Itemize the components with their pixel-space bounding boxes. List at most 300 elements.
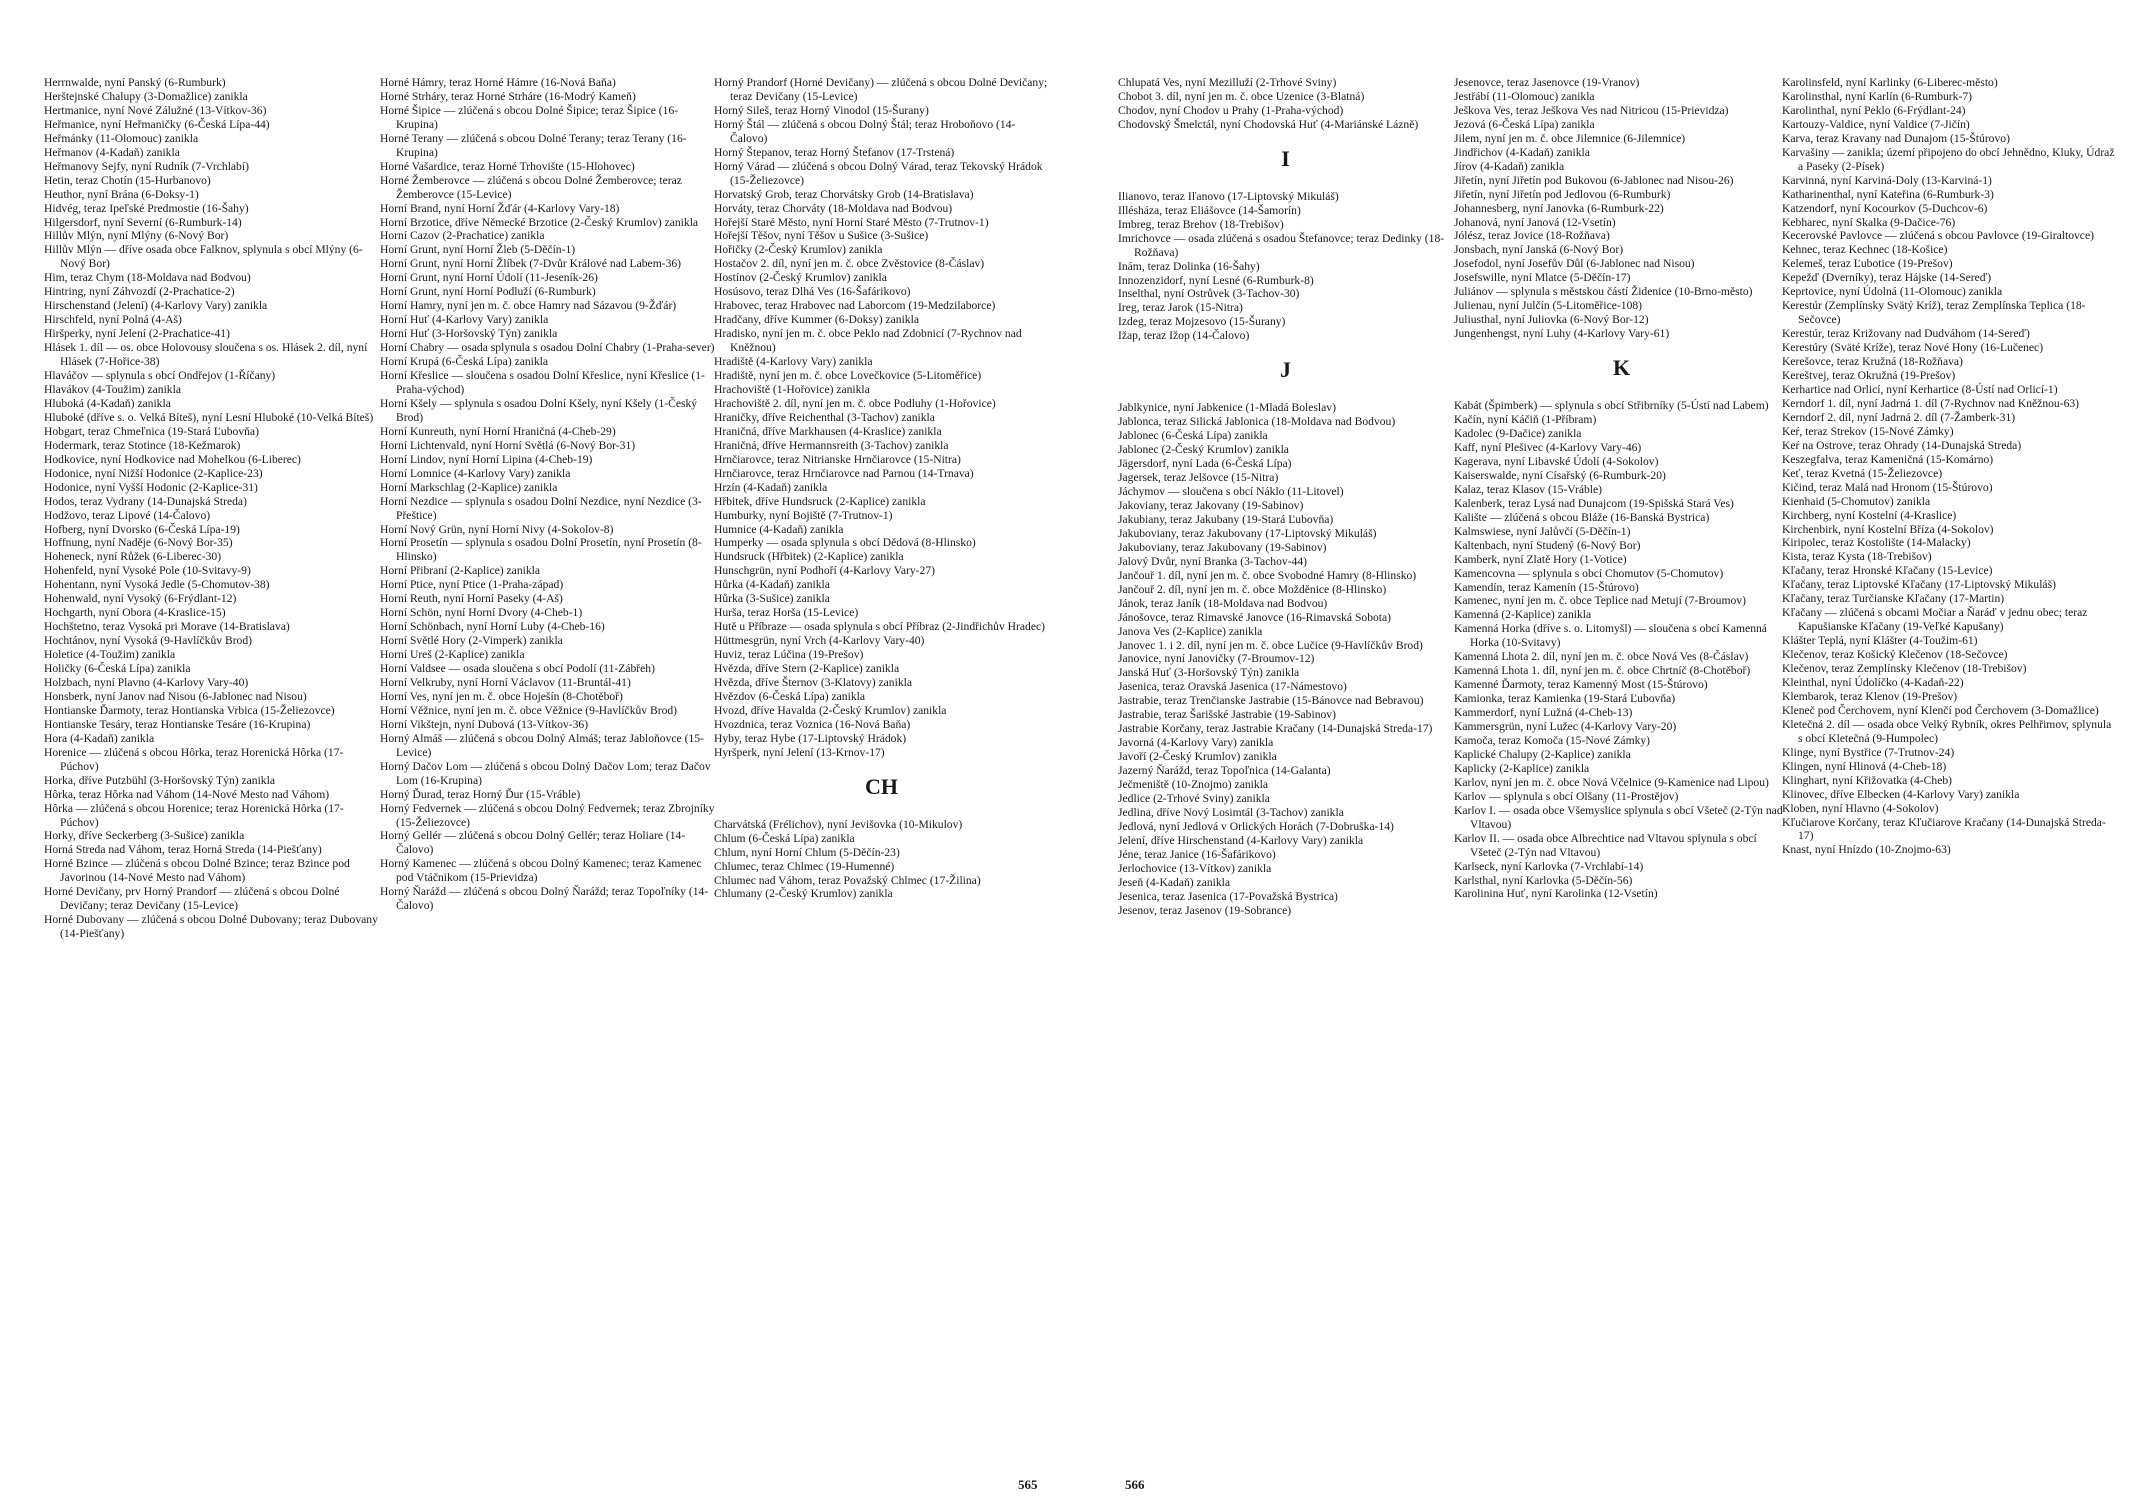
- index-entry: Horní Věžnice, nyní jen m. č. obce Věžnice (9-Havlíčkův Brod): [380, 703, 678, 717]
- index-entry: Juliánov — splynula s městskou částí Židenice (10-Brno-město): [1454, 285, 1753, 299]
- index-entry: Horní Hamry, nyní jen m. č. obce Hamry nad Sázavou (9-Žďár): [380, 299, 677, 313]
- index-entry: Ječmeniště (10-Znojmo) zanikla: [1118, 778, 1269, 792]
- index-entry: Kepežď (Dverníky), teraz Hájske (14-Sereď): [1782, 271, 1992, 285]
- index-entry: Karvašiny — zanikla; území připojeno do obcí Jehnědno, Kluky, Údraž a Paseky (2-Písek): [1782, 145, 2115, 173]
- index-entry: Hradisko, nyní jen m. č. obce Peklo nad Zdobnicí (7-Rychnov nad Kněžnou): [714, 327, 1022, 355]
- index-entry: Jesenica, teraz Jasenica (17-Považská Bystrica): [1118, 889, 1338, 903]
- index-entry: Hlaváčov — splynula s obcí Ondřejov (1-Říčany): [44, 369, 276, 383]
- index-entry: Kehnec, teraz Kechnec (18-Košice): [1782, 243, 1948, 257]
- index-entry: Katharinenthal, nyní Kateřina (6-Rumburk-3): [1782, 187, 1994, 201]
- index-entry: Hrachoviště 2. díl, nyní jen m. č. obce Podluhy (1-Hořovice): [714, 396, 996, 410]
- index-entry: Horní Chabry — osada splynula s osadou Dolní Chabry (1-Praha-sever): [380, 341, 715, 355]
- index-entry: Horný Várad — zlúčená s obcou Dolný Várad, teraz Tekovský Hrádok (15-Želiezovce): [714, 159, 1043, 187]
- index-entry: Hůrka (3-Sušice) zanikla: [714, 592, 830, 606]
- index-entry: Jelení, dříve Hirschenstand (4-Karlovy Vary) zanikla: [1118, 833, 1364, 847]
- index-entry: Hvozd, dříve Havalda (2-Český Krumlov) zanikla: [714, 703, 947, 717]
- index-entry: Chodovský Šmelctál, nyní Chodovská Huť (4-Mariánské Lázně): [1118, 117, 1419, 131]
- index-entry: Horný Ďurad, teraz Horný Ďur (15-Vráble): [380, 787, 581, 801]
- index-entry: Horné Bzince — zlúčená s obcou Dolné Bzince; teraz Bzince pod Javorinou (14-Nové Mesto nad Váhom): [44, 857, 350, 885]
- index-entry: Hraničky, dříve Reichenthal (3-Tachov) zanikla: [714, 410, 935, 424]
- index-entry: Hohentann, nyní Vysoká Jedle (5-Chomutov-38): [44, 578, 270, 592]
- column-5: [1454, 76, 1789, 1456]
- index-entry: Kloben, nyní Hlavno (4-Sokolov): [1782, 801, 1939, 815]
- index-entry: Kleinthal, nyní Údolíčko (4-Kadaň-22): [1782, 675, 1964, 689]
- index-entry: Him, teraz Chym (18-Moldava nad Bodvou): [44, 271, 251, 285]
- index-entry: Janovice, nyní Janovičky (7-Broumov-12): [1118, 652, 1315, 666]
- index-entry: Humperky — osada splynula s obcí Dědová (8-Hlinsko): [714, 536, 976, 550]
- index-entry: Kerešovce, teraz Kružná (18-Rožňava): [1782, 355, 1963, 369]
- index-entry: Horní Valdsee — osada sloučena s obcí Podolí (11-Zábřeh): [380, 662, 655, 676]
- index-entry: Jakuboviany, teraz Jakubovany (19-Sabinov): [1118, 540, 1327, 554]
- column-2: [380, 76, 715, 1456]
- index-entry: Knast, nyní Hnízdo (10-Znojmo-63): [1782, 843, 1951, 857]
- index-entry: Hochštetno, teraz Vysoká pri Morave (14-Bratislava): [44, 620, 290, 634]
- index-entry: Jeseň (4-Kadaň) zanikla: [1118, 875, 1231, 889]
- index-entry: Kamenec, nyní jen m. č. obce Teplice nad Metují (7-Broumov): [1454, 594, 1746, 608]
- index-entry: Horní Prosetín — splynula s osadou Dolní Prosetín, nyní Prosetín (8-Hlinsko): [380, 536, 702, 564]
- index-entry: Horka, dříve Putzbühl (3-Horšovský Týn) zanikla: [44, 773, 275, 787]
- index-entry: Karlseck, nyní Karlovka (7-Vrchlabí-14): [1454, 859, 1644, 873]
- index-entry: Jerlochovice (13-Vítkov) zanikla: [1118, 861, 1272, 875]
- index-entry: Chlum, nyní Horní Chlum (5-Děčín-23): [714, 845, 900, 859]
- index-entry: Hrnčiarovce, teraz Nitrianske Hrnčiarovce (15-Nitra): [714, 452, 961, 466]
- index-entry: Hiršperky, nyní Jelení (2-Prachatice-41): [44, 327, 230, 341]
- index-entry: Hluboké (dříve s. o. Velká Bíteš), nyní Lesní Hluboké (10-Velká Bíteš): [44, 410, 374, 424]
- page-number-right: 566: [1125, 1477, 1145, 1492]
- index-entry: Jírov (4-Kadaň) zanikla: [1454, 159, 1565, 173]
- letter-heading: I: [1281, 145, 1290, 171]
- index-entry: Janovec 1. i 2. díl, nyní jen m. č. obce Lučice (9-Havlíčkův Brod): [1118, 638, 1423, 652]
- index-entry: Horní Ves, nyní jen m. č. obce Hoješín (8-Chotěboř): [380, 689, 623, 703]
- index-entry: Klembarok, teraz Klenov (19-Prešov): [1782, 689, 1958, 703]
- index-entry: Kirchenbirk, nyní Kostelní Bříza (4-Sokolov): [1782, 522, 1994, 536]
- index-entry: Hôrka — zlúčená s obcou Horenice; teraz Horenická Hôrka (17-Púchov): [44, 801, 344, 829]
- index-entry: Kista, teraz Kysta (18-Trebišov): [1782, 550, 1932, 564]
- index-entry: Jastrabie Korčany, teraz Jastrabie Kračany (14-Dunajská Streda-17): [1118, 722, 1433, 736]
- page-right: [1078, 0, 2156, 1500]
- index-entry: Hilgersdorf, nyní Severní (6-Rumburk-14): [44, 215, 242, 229]
- letter-heading: K: [1612, 355, 1631, 381]
- index-entry: Horní Schön, nyní Horní Dvory (4-Cheb-1): [380, 606, 583, 620]
- index-entry: Hradiště (4-Karlovy Vary) zanikla: [714, 355, 873, 369]
- index-entry: Horné Hámry, teraz Horné Hámre (16-Nová Baňa): [380, 76, 616, 89]
- index-entry: Kamionka, teraz Kamienka (19-Stará Ľubovňa): [1454, 692, 1676, 706]
- index-entry: Hirschenstand (Jelení) (4-Karlovy Vary) zanikla: [44, 299, 268, 313]
- letter-heading: CH: [865, 773, 898, 799]
- index-entry: Horné Žemberovce — zlúčená s obcou Dolné Žemberovce; teraz Žemberovce (15-Levice): [380, 173, 682, 201]
- index-entry: Jánošovce, teraz Rimavské Janovce (16-Rimavská Sobota): [1118, 610, 1392, 624]
- index-entry: Humnice (4-Kadaň) zanikla: [714, 522, 844, 536]
- index-entry: Kľačany — zlúčená s obcami Močiar a Ňaráď v jednu obec; teraz Kapušianske Kľačany (19-Veľké Kapušany): [1782, 606, 2088, 634]
- column-3: [714, 76, 1049, 1456]
- index-entry: Kienhaid (5-Chomutov) zanikla: [1782, 494, 1931, 508]
- index-entry: Javorná (4-Karlovy Vary) zanikla: [1118, 736, 1274, 750]
- index-entry: Horné Vašardice, teraz Horné Trhovište (15-Hlohovec): [380, 159, 635, 173]
- index-entry: Jindřichov (4-Kadaň) zanikla: [1454, 145, 1590, 159]
- index-entry: Kaff, nyní Plešivec (4-Karlovy Vary-46): [1454, 440, 1642, 454]
- index-entry: Kaplicky (2-Kaplice) zanikla: [1454, 761, 1590, 775]
- index-entry: Hradiště, nyní jen m. č. obce Lovečkovice (5-Litoměřice): [714, 369, 982, 383]
- index-entry: Hobgart, teraz Chmeľnica (19-Stará Ľubovňa): [44, 424, 259, 438]
- column-6: [1782, 76, 2117, 1456]
- index-entry: Kerestúr (Zemplínsky Svätý Kríž), teraz Zemplínska Teplica (18-Sečovce): [1782, 299, 2086, 327]
- index-entry: Hořejší Těšov, nyní Těšov u Sušice (3-Sušice): [714, 229, 929, 243]
- index-entry: Jezová (6-Česká Lípa) zanikla: [1454, 117, 1595, 131]
- index-entry: Chlum (6-Česká Lípa) zanikla: [714, 831, 855, 845]
- index-entry: Jančouř 1. díl, nyní jen m. č. obce Svobodné Hamry (8-Hlinsko): [1118, 568, 1417, 582]
- index-entry: Horní Křeslice — sloučena s osadou Dolní Křeslice, nyní Křeslice (1-Praha-východ): [380, 369, 705, 396]
- index-entry: Kerndorf 2. díl, nyní Jadrná 2. díl (7-Žamberk-31): [1782, 410, 2016, 424]
- index-entry: Karolinsthal, nyní Karlín (6-Rumburk-7): [1782, 89, 1972, 103]
- index-entry: Jakuboviany, teraz Jakubovany (17-Liptovský Mikuláš): [1118, 526, 1377, 540]
- index-entry: Horní Cazov (2-Prachatice) zanikla: [380, 229, 545, 243]
- index-entry: Kiripolec, teraz Kostolište (14-Malacky): [1782, 536, 1971, 550]
- index-entry: Hurša, teraz Horša (15-Levice): [714, 606, 859, 620]
- index-entry: Hradčany, dříve Kummer (6-Doksy) zanikla: [714, 313, 919, 327]
- index-entry: Kabát (Špimberk) — splynula s obcí Střibrníky (5-Ústí nad Labem): [1454, 399, 1769, 413]
- index-entry: Jablonec (6-Česká Lípa) zanikla: [1118, 429, 1268, 443]
- index-entry: Horváty, teraz Chorváty (18-Moldava nad Bodvou): [714, 201, 953, 215]
- index-entry: Horní Nezdice — splynula s osadou Dolní Nezdice, nyní Nezdice (3-Přeštice): [380, 494, 702, 522]
- index-entry: Horvatský Grob, teraz Chorvátsky Grob (14-Bratislava): [714, 187, 974, 201]
- index-entry: Hrachoviště (1-Hořovice) zanikla: [714, 382, 870, 396]
- index-entry: Josefodol, nyní Josefův Důl (6-Jablonec nad Nisou): [1454, 257, 1695, 271]
- index-entry: Chodov, nyní Chodov u Prahy (1-Praha-východ): [1118, 103, 1344, 117]
- index-entry: Horní Reuth, nyní Horní Paseky (4-Aš): [380, 592, 563, 606]
- index-entry: Horný Ňarážd — zlúčená s obcou Dolný Ňarážd; teraz Topoľníky (14-Čalovo): [380, 885, 709, 913]
- index-entry: Jastrabie, teraz Trenčianske Jastrabie (15-Bánovce nad Bebravou): [1118, 694, 1424, 708]
- index-entry: Horky, dříve Seckerberg (3-Sušice) zanikla: [44, 829, 245, 843]
- index-entry: Jungenhengst, nyní Luhy (4-Karlovy Vary-61): [1454, 327, 1670, 341]
- index-entry: Illésháza, teraz Eliášovce (14-Šamorín): [1118, 203, 1301, 217]
- index-entry: Ireg, teraz Jarok (15-Nitra): [1118, 301, 1243, 315]
- index-entry: Innozenzidorf, nyní Lesné (6-Rumburk-8): [1118, 273, 1314, 287]
- index-entry: Jablonec (2-Český Krumlov) zanikla: [1118, 443, 1289, 457]
- index-entry: Horné Strháry, teraz Horné Strháre (16-Modrý Kameň): [380, 89, 636, 103]
- index-entry: Kereštvej, teraz Okružná (19-Prešov): [1782, 369, 1956, 383]
- index-entry: Imrichovce — osada zlúčená s osadou Štefanovce; teraz Dedinky (18-Rožňava): [1118, 231, 1445, 259]
- index-entry: Kalenberk, teraz Lysá nad Dunajcom (19-Spišská Stará Ves): [1454, 496, 1734, 510]
- index-entry: Hvězda, dříve Šternov (3-Klatovy) zanikla: [714, 675, 912, 689]
- index-entry: Kamenná Lhota 2. díl, nyní jen m. č. obce Nová Ves (8-Čáslav): [1454, 650, 1749, 664]
- index-entry: Karlov, nyní jen m. č. obce Nová Včelnice (9-Kamenice nad Lipou): [1454, 775, 1769, 789]
- index-entry: Hidvég, teraz Ipeľské Predmostie (16-Šahy): [44, 201, 249, 215]
- index-entry: Karlov — splynula s obcí Olšany (11-Prostějov): [1454, 789, 1679, 803]
- index-entry: Hvězdov (6-Česká Lípa) zanikla: [714, 689, 865, 703]
- index-entry: Javoří (2-Český Krumlov) zanikla: [1118, 750, 1277, 764]
- index-entry: Hora (4-Kadaň) zanikla: [44, 731, 155, 745]
- index-entry: Horná Streda nad Váhom, teraz Horná Streda (14-Piešťany): [44, 843, 322, 857]
- index-entry: Kleneč pod Čerchovem, nyní Klenčí pod Čerchovem (3-Domažlice): [1782, 703, 2099, 717]
- index-entry: Hodos, teraz Vydrany (14-Dunajská Streda): [44, 494, 247, 508]
- index-entry: Kirchberg, nyní Kostelní (4-Kraslice): [1782, 508, 1957, 522]
- index-entry: Hořejší Staré Město, nyní Horní Staré Město (7-Trutnov-1): [714, 215, 989, 229]
- index-entry: Horní Lomnice (4-Karlovy Vary) zanikla: [380, 466, 571, 480]
- index-entry: Horní Grunt, nyní Horní Žleb (5-Děčín-1): [380, 243, 576, 257]
- index-entry: Hetin, teraz Chotín (15-Hurbanovo): [44, 173, 211, 187]
- index-entry: Janská Huť (3-Horšovský Týn) zanikla: [1118, 666, 1300, 680]
- index-entry: Horní Huť (4-Karlovy Vary) zanikla: [380, 313, 549, 327]
- index-entry: Horní Huť (3-Horšovský Týn) zanikla: [380, 327, 558, 341]
- index-entry: Hochtánov, nyní Vysoká (9-Havlíčkův Brod): [44, 634, 253, 648]
- index-entry: Kerndorf 1. díl, nyní Jadrná 1. díl (7-Rychnov nad Kněžnou-63): [1782, 396, 2080, 410]
- index-entry: Horní Světlé Hory (2-Vimperk) zanikla: [380, 634, 563, 648]
- index-entry: Inám, teraz Dolinka (16-Šahy): [1118, 259, 1260, 273]
- index-entry: Kelemeš, teraz Ľubotice (19-Prešov): [1782, 257, 1953, 271]
- index-entry: Jesenovce, teraz Jasenovce (19-Vranov): [1454, 76, 1640, 89]
- index-entry: Hlásek 1. díl — os. obce Holovousy sloučena s os. Hlásek 2. díl, nyní Hlásek (7-Hořice-38): [44, 341, 368, 369]
- index-entry: Horný Gellér — zlúčená s obcou Dolný Gellér; teraz Holiare (14-Čalovo): [380, 829, 686, 857]
- index-entry: Horný Dačov Lom — zlúčená s obcou Dolný Dačov Lom; teraz Dačov Lom (16-Krupina): [380, 759, 711, 787]
- index-entry: Karvinná, nyní Karviná-Doly (13-Karviná-1): [1782, 173, 1992, 187]
- index-entry: Horní Grunt, nyní Horní Žlíbek (7-Dvůr Králové nad Labem-36): [380, 257, 682, 271]
- index-entry: Horní Velkruby, nyní Horní Václavov (11-Bruntál-41): [380, 675, 631, 689]
- index-entry: Hyby, teraz Hybe (17-Liptovský Hrádok): [714, 731, 907, 745]
- index-entry: Chlupatá Ves, nyní Mezilluží (2-Trhové Sviny): [1118, 76, 1337, 89]
- index-entry: Holzbach, nyní Plavno (4-Karlovy Vary-40): [44, 675, 249, 689]
- index-entry: Janova Ves (2-Kaplice) zanikla: [1118, 624, 1263, 638]
- index-entry: Hlavákov (4-Toužim) zanikla: [44, 382, 181, 396]
- index-entry: Kľačany, teraz Liptovské Kľačany (17-Liptovský Mikuláš): [1782, 578, 2056, 592]
- index-entry: Heřmanice, nyní Heřmaničky (6-Česká Lípa-44): [44, 117, 270, 131]
- index-entry: Johanová, nyní Janová (12-Vsetín): [1454, 215, 1616, 229]
- index-entry: Jablonca, teraz Silická Jablonica (18-Moldava nad Bodvou): [1118, 415, 1396, 429]
- index-entry: Jéne, teraz Janice (16-Šafárikovo): [1118, 847, 1276, 861]
- index-entry: Jazerný Ňarážd, teraz Topoľnica (14-Galanta): [1118, 764, 1331, 778]
- index-entry: Hertmanice, nyní Nové Zálužné (13-Vítkov-36): [44, 103, 267, 117]
- index-entry: Horní Kšely — splynula s osadou Dolní Kšely, nyní Kšely (1-Český Brod): [380, 396, 698, 424]
- index-entry: Heuthor, nyní Brána (6-Doksy-1): [44, 187, 199, 201]
- index-entry: Kamenná Horka (dříve s. o. Litomyšl) — sloučena s obcí Kamenná Horka (10-Svitavy): [1454, 622, 1767, 650]
- index-entry: Inselthal, nyní Ostrůvek (3-Tachov-30): [1118, 287, 1300, 301]
- index-entry: Hirschfeld, nyní Polná (4-Aš): [44, 313, 182, 327]
- index-entry: Karolinthal, nyní Peklo (6-Frýdlant-24): [1782, 103, 1966, 117]
- index-entry: Chobot 3. díl, nyní jen m. č. obce Uzenice (3-Blatná): [1118, 89, 1365, 103]
- index-entry: Johannesberg, nyní Janovka (6-Rumburk-22): [1454, 201, 1664, 215]
- index-entry: Kletečná 2. díl — osada obce Velký Rybník, okres Pelhřimov, splynula s obcí Kletečná (9-Humpolec): [1782, 717, 2112, 745]
- index-entry: Jagersek, teraz Jelšovce (15-Nitra): [1118, 471, 1279, 485]
- index-entry: Kecerovské Pavlovce — zlúčená s obcou Pavlovce (19-Giraltovce): [1782, 229, 2094, 243]
- index-entry: Hodermark, teraz Stotince (18-Kežmarok): [44, 438, 241, 452]
- index-entry: Kartouzy-Valdice, nyní Valdice (7-Jičín): [1782, 117, 1970, 131]
- index-entry: Holetice (4-Toužim) zanikla: [44, 648, 176, 662]
- index-entry: Heřmánky (11-Olomouc) zanikla: [44, 131, 199, 145]
- index-entry: Hosúsovo, teraz Dlhá Ves (16-Šafárikovo): [714, 285, 911, 299]
- letter-heading: J: [1280, 357, 1291, 383]
- index-entry: Kičind, teraz Malá nad Hronom (15-Štúrovo): [1782, 480, 1993, 494]
- index-entry: Horné Devičany, prv Horný Prandorf — zlúčená s obcou Dolné Devičany; teraz Devičany (15-Levice): [44, 885, 340, 913]
- index-entry: Hôrka, teraz Hôrka nad Váhom (14-Nové Mesto nad Váhom): [44, 787, 330, 801]
- index-entry: Jiřetín, nyní Jiřetín pod Bukovou (6-Jablonec nad Nisou-26): [1454, 173, 1734, 187]
- index-entry: Klingen, nyní Hlinová (4-Cheb-18): [1782, 759, 1947, 773]
- index-entry: Horní Přibraní (2-Kaplice) zanikla: [380, 564, 540, 578]
- index-entry: Jedlová, nyní Jedlová v Orlických Horách (7-Dobruška-14): [1118, 819, 1394, 833]
- index-entry: Kalište — zlúčená s obcou Bláže (16-Banská Bystrica): [1454, 510, 1710, 524]
- index-entry: Klečenov, teraz Košický Klečenov (18-Sečovce): [1782, 648, 2008, 662]
- index-entry: Imbreg, teraz Brehov (18-Trebišov): [1118, 217, 1284, 231]
- index-entry: Horní Ptice, nyní Ptice (1-Praha-západ): [380, 578, 564, 592]
- index-entry: Kačín, nyní Káčiň (1-Příbram): [1454, 413, 1597, 427]
- index-entry: Keprtovice, nyní Údolná (11-Olomouc) zanikla: [1782, 285, 2003, 299]
- index-entry: Kebharec, nyní Skalka (9-Dačice-76): [1782, 215, 1956, 229]
- index-entry: Kamoča, teraz Komoča (15-Nové Zámky): [1454, 733, 1651, 747]
- index-entry: Hostínov (2-Český Krumlov) zanikla: [714, 271, 887, 285]
- index-entry: Karolinsfeld, nyní Karlinky (6-Liberec-město): [1782, 76, 1998, 89]
- index-entry: Horný Štepanov, teraz Horný Štefanov (17-Trstená): [714, 145, 955, 159]
- index-entry: Hodžovo, teraz Lipové (14-Čalovo): [44, 508, 211, 522]
- index-entry: Kerestúry (Sväté Kríže), teraz Nové Hony (16-Lučenec): [1782, 341, 2044, 355]
- index-entry: Horný Fedvernek — zlúčená s obcou Dolný Fedvernek; teraz Zbrojníky (15-Želiezovce): [380, 801, 715, 829]
- index-entry: Horenice — zlúčená s obcou Hôrka, teraz Horenická Hôrka (17-Púchov): [44, 745, 344, 773]
- index-entry: Heřmanov (4-Kadaň) zanikla: [44, 145, 180, 159]
- index-entry: Keŕ, teraz Strekov (15-Nové Zámky): [1782, 424, 1954, 438]
- index-entry: Kamendín, teraz Kamenín (15-Štúrovo): [1454, 580, 1639, 594]
- index-entry: Hillův Mlýn — dříve osada obce Falknov, splynula s obcí Mlýny (6-Nový Bor): [44, 243, 363, 271]
- index-entry: Jiřetín, nyní Jiřetín pod Jedlovou (6-Rumburk): [1454, 187, 1671, 201]
- index-entry: Jakubiany, teraz Jakubany (19-Stará Ľubovňa): [1118, 512, 1334, 526]
- index-entry: Horní Lindov, nyní Horní Lipina (4-Cheb-19): [380, 452, 593, 466]
- index-entry: Juliusthal, nyní Juliovka (6-Nový Bor-12): [1454, 313, 1649, 327]
- index-entry: Klášter Teplá, nyní Klášter (4-Toužim-61): [1782, 634, 1978, 648]
- index-entry: Horné Šipice — zlúčená s obcou Dolné Šipice; teraz Šipice (16-Krupina): [380, 103, 679, 131]
- index-entry: Kerhartice nad Orlicí, nyní Kerhartice (8-Ústí nad Orlicí-1): [1782, 382, 2058, 396]
- index-entry: Horní Brzotice, dříve Německé Brzotice (2-Český Krumlov) zanikla: [380, 215, 699, 229]
- index-entry: Jedlice (2-Trhové Sviny) zanikla: [1118, 791, 1270, 805]
- index-entry: Karlov II. — osada obce Albrechtice nad Vltavou splynula s obcí Všeteč (2-Týn nad Vltavou): [1454, 831, 1757, 859]
- index-entry: Hrabovec, teraz Hrabovec nad Laborcom (19-Medzilaborce): [714, 299, 996, 313]
- index-entry: Ješkova Ves, teraz Ješkova Ves nad Nitricou (15-Prievidza): [1454, 103, 1729, 117]
- index-entry: Horní Krupá (6-Česká Lípa) zanikla: [380, 355, 549, 369]
- index-entry: Horní Vikštejn, nyní Dubová (13-Vítkov-36): [380, 717, 589, 731]
- index-entry: Hoheneck, nyní Růžek (6-Liberec-30): [44, 550, 222, 564]
- index-entry: Kaplické Chalupy (2-Kaplice) zanikla: [1454, 747, 1631, 761]
- index-entry: Klinge, nyní Bystřice (7-Trutnov-24): [1782, 745, 1955, 759]
- index-entry: Jančouř 2. díl, nyní jen m. č. obce Možděnice (8-Hlinsko): [1118, 582, 1387, 596]
- index-entry: Hluboká (4-Kadaň) zanikla: [44, 396, 171, 410]
- index-entry: Jestřábí (11-Olomouc) zanikla: [1454, 89, 1595, 103]
- index-entry: Izdeg, teraz Mojzesovo (15-Šurany): [1118, 315, 1286, 329]
- index-entry: Kammersgrün, nyní Lužec (4-Karlovy Vary-20): [1454, 720, 1677, 734]
- index-entry: Horní Grunt, nyní Horní Podluží (6-Rumburk): [380, 285, 596, 299]
- index-entry: Kerestúr, teraz Križovany nad Dudváhom (14-Sereď): [1782, 327, 2030, 341]
- index-entry: Horní Lichtenvald, nyní Horní Světlá (6-Nový Bor-31): [380, 438, 636, 452]
- index-entry: Jonsbach, nyní Janská (6-Nový Bor): [1454, 243, 1624, 257]
- index-entry: Herrnwalde, nyní Panský (6-Rumburk): [44, 76, 226, 89]
- index-entry: Hraničná, dříve Markhausen (4-Kraslice) zanikla: [714, 424, 942, 438]
- index-entry: Hoffnung, nyní Naděje (6-Nový Bor-35): [44, 536, 233, 550]
- index-entry: Karolinina Huť, nyní Karolinka (12-Vsetín): [1454, 887, 1658, 901]
- index-entry: Jólész, teraz Jovice (18-Rožňava): [1454, 229, 1610, 243]
- index-entry: Jastrabie, teraz Šarišské Jastrabie (19-Sabinov): [1118, 708, 1336, 722]
- index-entry: Kľačany, teraz Turčianske Kľačany (17-Martin): [1782, 592, 2005, 606]
- index-entry: Jesenov, teraz Jasenov (19-Sobrance): [1118, 903, 1292, 917]
- index-entry: Horní Schönbach, nyní Horní Luby (4-Cheb-16): [380, 620, 605, 634]
- index-entry: Horný Sileš, teraz Horný Vinodol (15-Šurany): [714, 103, 929, 117]
- index-entry: Katzendorf, nyní Kocourkov (5-Duchcov-6): [1782, 201, 1988, 215]
- index-entry: Kadolec (9-Dačice) zanikla: [1454, 427, 1582, 441]
- index-entry: Hrzín (4-Kadaň) zanikla: [714, 480, 828, 494]
- index-entry: Herštejnské Chalupy (3-Domažlice) zanikla: [44, 89, 248, 103]
- column-4: [1118, 76, 1453, 1456]
- index-entry: Kamenná (2-Kaplice) zanikla: [1454, 608, 1592, 622]
- index-entry: Hrnčiarovce, teraz Hrnčiarovce nad Parnou (14-Trnava): [714, 466, 974, 480]
- index-entry: Horní Ureš (2-Kaplice) zanikla: [380, 648, 525, 662]
- index-entry: Horní Markschlag (2-Kaplice) zanikla: [380, 480, 558, 494]
- index-entry: Hyršperk, nyní Jelení (13-Krnov-17): [714, 745, 885, 759]
- index-entry: Horné Dubovany — zlúčená s obcou Dolné Dubovany; teraz Dubovany (14-Piešťany): [44, 913, 378, 941]
- index-entry: Holičky (6-Česká Lípa) zanikla: [44, 662, 191, 676]
- index-entry: Jedlina, dříve Nový Losimtál (3-Tachov) zanikla: [1118, 805, 1344, 819]
- index-entry: Karlov I. — osada obce Všemyslice splynula s obcí Všeteč (2-Týn nad Vltavou): [1454, 803, 1783, 831]
- index-entry: Keszegfalva, teraz Kameničná (15-Komárno): [1782, 452, 1994, 466]
- index-entry: Hraničná, dříve Hermannsreith (3-Tachov) zanikla: [714, 438, 949, 452]
- index-entry: Keŕ na Ostrove, teraz Ohrady (14-Dunajská Streda): [1782, 438, 2022, 452]
- index-entry: Hüttmesgrün, nyní Vrch (4-Karlovy Vary-40): [714, 634, 925, 648]
- index-entry: Heřmanovy Sejfy, nyní Rudník (7-Vrchlabí): [44, 159, 249, 173]
- index-entry: Kamberk, nyní Zlatě Hory (1-Votice): [1454, 552, 1627, 566]
- index-entry: Honsberk, nyní Janov nad Nisou (6-Jablonec nad Nisou): [44, 689, 307, 703]
- index-entry: Kalaz, teraz Klasov (15-Vráble): [1454, 482, 1603, 496]
- index-entry: Horný Prandorf (Horné Devičany) — zlúčená s obcou Dolné Devičany; teraz Devičany (15-Levice): [714, 76, 1048, 103]
- index-entry: Hodonice, nyní Nižší Hodonice (2-Kaplice-23): [44, 466, 263, 480]
- index-entry: Hohenfeld, nyní Vysoké Pole (10-Svitavy-9): [44, 564, 251, 578]
- index-entry: Jilem, nyní jen m. č. obce Jilemnice (6-Jilemnice): [1454, 131, 1686, 145]
- index-entry: Jalový Dvůr, nyní Branka (3-Tachov-44): [1118, 554, 1308, 568]
- index-entry: Karlsthal, nyní Karlovka (5-Děčín-56): [1454, 873, 1633, 887]
- index-entry: Hřbitek, dříve Hundsruck (2-Kaplice) zanikla: [714, 494, 926, 508]
- index-entry: Kamenná Lhota 1. díl, nyní jen m. č. obce Chrtníč (8-Chotěboř): [1454, 664, 1751, 678]
- index-entry: Horný Kamenec — zlúčená s obcou Dolný Kamenec; teraz Kamenec pod Vtáčnikom (15-Prievidza): [380, 857, 702, 885]
- index-entry: Kalmswiese, nyní Jalůvčí (5-Děčín-1): [1454, 524, 1631, 538]
- index-entry: Josefswille, nyní Mlatce (5-Děčín-17): [1454, 271, 1631, 285]
- index-entry: Horní Kunreuth, nyní Horní Hraničná (4-Cheb-29): [380, 424, 616, 438]
- index-entry: Karva, teraz Kravany nad Dunajom (15-Štúrovo): [1782, 131, 2010, 145]
- index-entry: Klinovec, dříve Elbecken (4-Karlovy Vary) zanikla: [1782, 787, 2020, 801]
- index-entry: Klinghart, nyní Křižovatka (4-Cheb): [1782, 773, 1952, 787]
- index-entry: Chlumec, teraz Chlmec (19-Humenné): [714, 859, 895, 873]
- index-entry: Hochgarth, nyní Obora (4-Kraslice-15): [44, 606, 226, 620]
- index-entry: Horní Brand, nyní Horní Žďár (4-Karlovy Vary-18): [380, 201, 620, 215]
- index-entry: Hundsruck (Hřbitek) (2-Kaplice) zanikla: [714, 550, 904, 564]
- index-entry: Charvátská (Frélichov), nyní Jevišovka (10-Mikulov): [714, 817, 963, 831]
- index-entry: Ižap, teraz Ižop (14-Čalovo): [1118, 329, 1250, 343]
- index-entry: Kaiserswalde, nyní Císařský (6-Rumburk-20): [1454, 468, 1666, 482]
- index-entry: Hontianske Ďarmoty, teraz Hontianska Vrbica (15-Želiezovce): [44, 703, 335, 717]
- index-entry: Hodonice, nyní Vyšší Hodonic (2-Kaplice-31): [44, 480, 258, 494]
- page-number-left: 565: [1018, 1477, 1038, 1492]
- index-entry: Kľačany, teraz Hronské Kľačany (15-Levice): [1782, 564, 1993, 578]
- index-entry: Huviz, teraz Lúčina (19-Prešov): [714, 648, 864, 662]
- index-entry: Jägersdorf, nyní Lada (6-Česká Lípa): [1118, 457, 1292, 471]
- index-entry: Horný Štál — zlúčená s obcou Dolný Štál; teraz Hroboňovo (14-Čalovo): [714, 117, 1016, 145]
- index-entry: Ilianovo, teraz Iľanovo (17-Liptovský Mikuláš): [1118, 189, 1339, 203]
- index-entry: Kammerdorf, nyní Lužná (4-Cheb-13): [1454, 706, 1633, 720]
- index-entry: Kamencovna — splynula s obcí Chomutov (5-Chomutov): [1454, 566, 1724, 580]
- index-entry: Julienau, nyní Julčín (5-Litoměřice-108): [1454, 299, 1643, 313]
- index-entry: Jablkynice, nyní Jabkenice (1-Mladá Boleslav): [1118, 401, 1336, 415]
- index-entry: Kľučiarove Korčany, teraz Kľučiarove Kračany (14-Dunajská Streda-17): [1782, 815, 2106, 843]
- index-entry: Hunschgrün, nyní Podhoří (4-Karlovy Vary-27): [714, 564, 935, 578]
- index-entry: Kamenné Ďarmoty, teraz Kamenný Most (15-Štúrovo): [1454, 678, 1708, 692]
- index-entry: Kaltenbach, nyní Studený (6-Nový Bor): [1454, 538, 1641, 552]
- index-entry: Keť, teraz Kvetná (15-Želiezovce): [1782, 466, 1943, 480]
- index-entry: Hontianske Tesáry, teraz Hontianske Tesáre (16-Krupina): [44, 717, 311, 731]
- index-entry: Hodkovice, nyní Hodkovice nad Mohelkou (6-Liberec): [44, 452, 301, 466]
- index-entry: Horné Terany — zlúčená s obcou Dolné Terany; teraz Terany (16-Krupina): [380, 131, 687, 159]
- index-entry: Jáchymov — sloučena s obcí Náklo (11-Litovel): [1118, 485, 1344, 499]
- index-entry: Horní Nový Grün, nyní Horní Nivy (4-Sokolov-8): [380, 522, 614, 536]
- index-entry: Humburky, nyní Bojiště (7-Trutnov-1): [714, 508, 893, 522]
